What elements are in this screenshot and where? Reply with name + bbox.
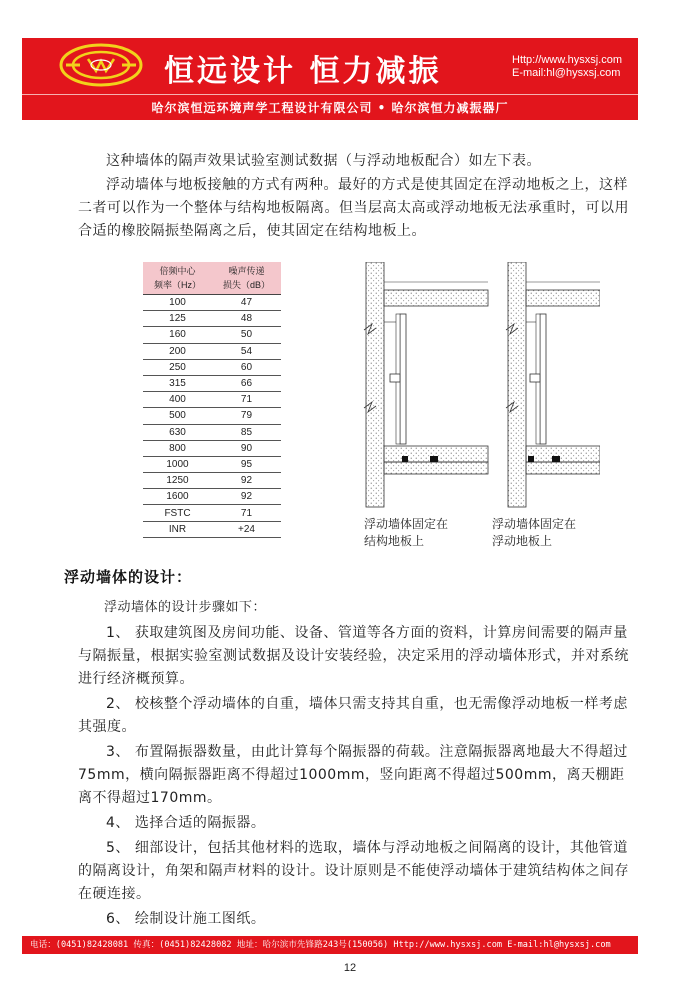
frequency-cell: 1000 <box>143 456 212 472</box>
table-row <box>143 408 281 424</box>
header-email[interactable]: E-mail:hl@hysxsj.com <box>512 67 621 79</box>
diagram-structural-floor-variant <box>364 262 488 507</box>
loss-cell: 85 <box>212 424 281 440</box>
table-row <box>143 327 281 343</box>
loss-cell: 92 <box>212 473 281 489</box>
frequency-cell: 125 <box>143 311 212 327</box>
frequency-cell: 1600 <box>143 489 212 505</box>
page-number: 12 <box>343 962 357 974</box>
loss-cell: 71 <box>212 505 281 521</box>
loss-cell: 95 <box>212 456 281 472</box>
header-divider <box>22 94 638 95</box>
table-row <box>143 440 281 456</box>
loss-cell: 48 <box>212 311 281 327</box>
loss-cell: +24 <box>212 521 281 537</box>
intro-paragraph: 浮动墙体与地板接触的方式有两种。最好的方式是使其固定在浮动地板之上，这样二者可以作为一个整体与结构地板隔离。但当层高太高或浮动地板无法承重时，可以用合适的橡胶隔振垫隔离之后，使其固定在结构地板上。 <box>78 177 629 239</box>
design-step: 2、 校核整个浮动墙体的自重，墙体只需支持其自重，也无需像浮动地板一样考虑其强度。 <box>78 696 628 735</box>
frequency-cell: 160 <box>143 327 212 343</box>
diagram-left-caption: 浮动墙体固定在 结构地板上 <box>364 517 449 548</box>
frequency-cell: 630 <box>143 424 212 440</box>
footer-bar: 电话：(0451)82428081 传真：(0451)82428082 地址：哈尔滨市先锋路243号(150056) Http://www.hysxsj.com E-mail:hl@hysxsj.com <box>22 936 638 954</box>
frequency-cell: 100 <box>143 295 212 311</box>
loss-cell: 60 <box>212 359 281 375</box>
loss-cell: 92 <box>212 489 281 505</box>
frequency-cell: 250 <box>143 359 212 375</box>
frequency-cell: 400 <box>143 392 212 408</box>
table-row <box>143 295 281 311</box>
design-step: 4、 选择合适的隔振器。 <box>106 815 266 831</box>
table-row <box>143 473 281 489</box>
table-row <box>143 521 281 537</box>
header-banner <box>22 38 638 120</box>
design-section-title: 浮动墙体的设计： <box>64 568 193 586</box>
wall-section-diagram <box>360 262 600 512</box>
design-step: 1、 获取建筑图及房间功能、设备、管道等各方面的资料，计算房间需要的隔声量与隔振量，根据实验室测试数据及设计安装经验，决定采用的浮动墙体形式，并对系统进行经济概预算。 <box>78 625 629 687</box>
design-steps <box>78 622 638 931</box>
frequency-cell: FSTC <box>143 505 212 521</box>
table-row <box>143 424 281 440</box>
loss-cell: 50 <box>212 327 281 343</box>
frequency-cell: 500 <box>143 408 212 424</box>
table-body <box>143 295 281 538</box>
frequency-cell: 315 <box>143 375 212 391</box>
table-row <box>143 392 281 408</box>
design-step: 6、 绘制设计施工图纸。 <box>106 911 266 927</box>
header-contact <box>512 54 622 80</box>
loss-cell: 66 <box>212 375 281 391</box>
loss-cell: 71 <box>212 392 281 408</box>
table-row <box>143 375 281 391</box>
diagram-floating-floor-variant <box>506 262 600 507</box>
sound-loss-table <box>143 262 281 538</box>
company-name: 哈尔滨恒远环境声学工程设计有限公司 • 哈尔滨恒力减振器厂 <box>151 101 509 115</box>
loss-cell: 47 <box>212 295 281 311</box>
company-logo <box>58 42 144 88</box>
loss-cell: 54 <box>212 343 281 359</box>
table-header-row <box>143 262 281 295</box>
brand-title: 恒远设计 恒力减振 <box>164 54 442 89</box>
table-row <box>143 343 281 359</box>
frequency-cell: 800 <box>143 440 212 456</box>
intro-line: 这种墙体的隔声效果试验室测试数据（与浮动地板配合）如左下表。 <box>106 153 541 169</box>
table-row <box>143 505 281 521</box>
col-frequency-header: 倍频中心 频率（Hz） <box>143 262 212 295</box>
header-url[interactable]: Http://www.hysxsj.com <box>512 54 623 66</box>
table-row <box>143 359 281 375</box>
table-row <box>143 311 281 327</box>
design-lead: 浮动墙体的设计步骤如下： <box>104 600 267 615</box>
design-step: 3、 布置隔振器数量，由此计算每个隔振器的荷载。注意隔振器离地最大不得超过75mm，横向隔振器距离不得超过1000mm，竖向距离不得超过500mm，离天棚距离不得超过170mm。 <box>78 744 628 806</box>
diagram-right-caption: 浮动墙体固定在 浮动地板上 <box>492 517 577 548</box>
loss-cell: 90 <box>212 440 281 456</box>
frequency-cell: INR <box>143 521 212 537</box>
frequency-cell: 200 <box>143 343 212 359</box>
col-loss-header: 噪声传递 损失（dB） <box>212 262 281 295</box>
loss-cell: 79 <box>212 408 281 424</box>
table-row <box>143 456 281 472</box>
design-step: 5、 细部设计，包括其他材料的选取，墙体与浮动地板之间隔离的设计，其他管道的隔离设计，角架和隔声材料的设计。设计原则是不能使浮动墙体于建筑结构体之间存在硬连接。 <box>78 840 629 902</box>
frequency-cell: 1250 <box>143 473 212 489</box>
table-row <box>143 489 281 505</box>
